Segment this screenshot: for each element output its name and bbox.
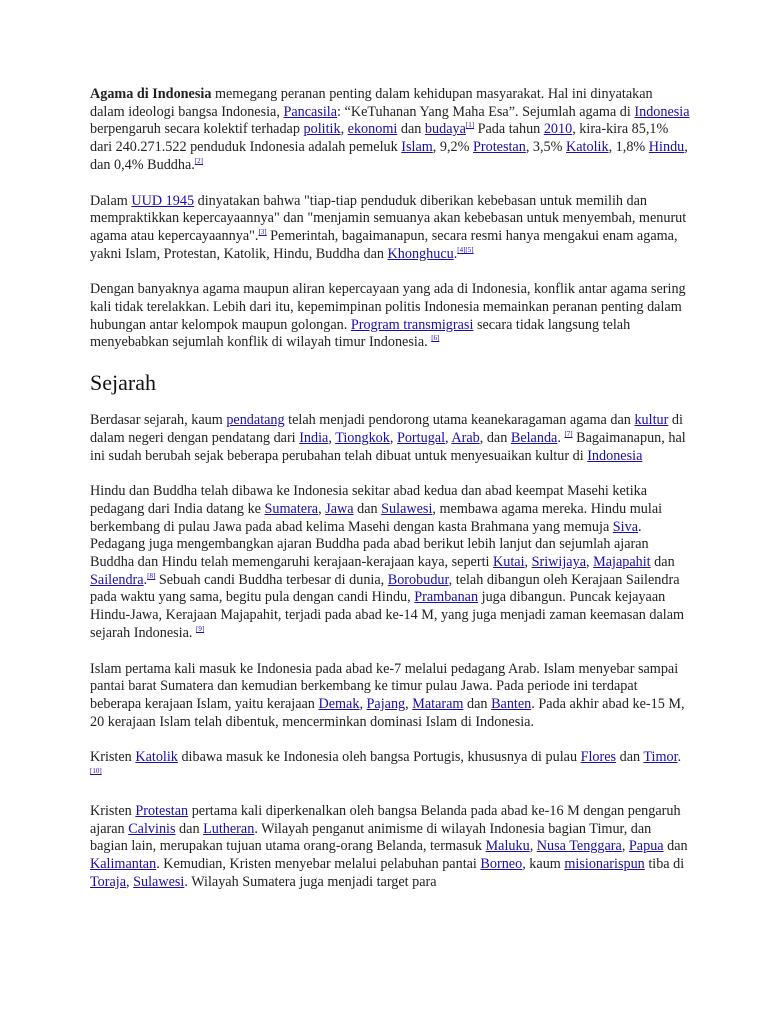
text-span: dibawa masuk ke Indonesia oleh bangsa Portugis, khususnya di pulau bbox=[177, 749, 581, 766]
text-span: . bbox=[453, 245, 458, 262]
text-span: dan bbox=[616, 749, 644, 766]
text-span: secara tidak langsung telah menyebabkan sejumlah konflik di wilayah timur Indonesia. bbox=[90, 316, 631, 351]
bold-term: Agama di Indonesia bbox=[90, 86, 212, 102]
text-span: Kristen bbox=[90, 802, 136, 819]
link-papua[interactable]: Papua bbox=[628, 838, 664, 855]
text-span: , bbox=[359, 695, 367, 712]
link-sriwijaya[interactable]: Sriwijaya bbox=[531, 554, 586, 571]
text-span: Berdasar sejarah, kaum bbox=[90, 412, 227, 429]
article-body bbox=[90, 86, 690, 909]
citation-3[interactable]: [3] bbox=[258, 227, 267, 236]
text-span: , bbox=[389, 429, 397, 446]
link-indonesia[interactable]: Indonesia bbox=[634, 103, 690, 120]
text-span: , bbox=[621, 838, 629, 855]
text-span: juga dibangun. Puncak kejayaan Hindu-Jawa, Kerajaan Majapahit, terjadi pada abad ke-14 M, yang juga menjadi zaman keemasan dalam sejarah Indonesia. bbox=[90, 589, 685, 641]
paragraph-protestan bbox=[90, 803, 690, 892]
text-span: Kristen bbox=[90, 749, 136, 766]
link-borobudur[interactable]: Borobudur bbox=[387, 571, 449, 588]
text-span: , 3,5% bbox=[525, 139, 567, 156]
text-span: Islam pertama kali masuk ke Indonesia pada abad ke-7 melalui pedagang Arab. Islam menyebar sampai pantai barat Sumatera dan kemudian berkembang ke timur pulau Jawa. Pada periode ini terdapat beberapa kerajaan Islam, yaitu kerajaan bbox=[90, 660, 679, 712]
text-span: , bbox=[328, 429, 336, 446]
link-indonesia-2[interactable]: Indonesia bbox=[587, 447, 643, 464]
text-span: . Pada akhir abad ke-15 M, 20 kerajaan Islam telah dibentuk, mencerminkan dominasi Islam di Indonesia. bbox=[90, 695, 685, 730]
link-khonghucu[interactable]: Khonghucu bbox=[387, 245, 454, 262]
text-span: , bbox=[529, 838, 537, 855]
citation-10[interactable]: [10] bbox=[90, 767, 102, 776]
text-span: , 1,8% bbox=[608, 139, 649, 156]
text-span: dan bbox=[650, 554, 675, 571]
text-span: , membawa agama mereka. Hindu mulai berkembang di pulau Jawa pada abad kelima Masehi dengan kasta Brahmana yang memuja bbox=[90, 500, 663, 535]
paragraph-katolik bbox=[90, 749, 690, 784]
paragraph-islam bbox=[90, 661, 690, 732]
link-flores[interactable]: Flores bbox=[580, 749, 617, 766]
text-span: : “KeTuhanan Yang Maha Esa”. Sejumlah agama di bbox=[337, 103, 635, 120]
link-portugal[interactable]: Portugal bbox=[396, 429, 446, 446]
link-hindu[interactable]: Hindu bbox=[648, 139, 685, 156]
paragraph-konflik bbox=[90, 281, 690, 352]
text-span: . Wilayah Sumatera juga menjadi target para bbox=[184, 873, 437, 890]
link-nusa-tenggara[interactable]: Nusa Tenggara bbox=[536, 838, 622, 855]
text-span: dan bbox=[663, 838, 688, 855]
link-belanda[interactable]: Belanda bbox=[510, 429, 558, 446]
text-span: Pada tahun bbox=[474, 121, 544, 138]
text-span: , bbox=[340, 121, 348, 138]
text-span: , bbox=[524, 554, 532, 571]
link-arab[interactable]: Arab bbox=[451, 429, 480, 446]
link-timor[interactable]: Timor bbox=[643, 749, 678, 766]
paragraph-intro bbox=[90, 86, 690, 175]
link-protestan[interactable]: Protestan bbox=[473, 139, 526, 156]
citation-9[interactable]: [9] bbox=[195, 624, 205, 633]
text-span: , kira-kira 85,1% dari 240.271.522 penduduk Indonesia adalah pemeluk bbox=[90, 121, 669, 156]
text-span: pertama kali diperkenalkan oleh bangsa Belanda pada abad ke-16 M dengan pengaruh ajaran bbox=[90, 802, 681, 837]
text-span: memegang peranan penting dalam kehidupan masyarakat. Hal ini dinyatakan dalam ideologi bangsa Indonesia, bbox=[90, 86, 653, 120]
link-kalimantan[interactable]: Kalimantan bbox=[90, 855, 157, 872]
link-katolik-2[interactable]: Katolik bbox=[135, 749, 178, 766]
link-borneo[interactable]: Borneo bbox=[480, 855, 523, 872]
link-lutheran[interactable]: Lutheran bbox=[203, 820, 255, 837]
text-span: tiba di bbox=[644, 855, 685, 872]
text-span: dan bbox=[397, 121, 425, 138]
text-span: dan bbox=[353, 500, 382, 517]
text-span: , kaum bbox=[522, 855, 565, 872]
citation-6[interactable]: [6] bbox=[431, 334, 440, 343]
text-span: dan bbox=[175, 820, 204, 837]
link-2010[interactable]: 2010 bbox=[543, 121, 573, 138]
text-span: , bbox=[586, 554, 594, 571]
text-span: Hindu dan Buddha telah dibawa ke Indonesia sekitar abad kedua dan abad keempat Masehi ketika pedagang dari India datang ke bbox=[90, 483, 648, 517]
citation-7[interactable]: [7] bbox=[564, 429, 573, 438]
text-span: , dan 0,4% Buddha. bbox=[90, 139, 688, 173]
text-span: Dalam bbox=[90, 192, 132, 209]
link-prambanan[interactable]: Prambanan bbox=[414, 589, 479, 606]
text-span: Bagaimanapun, hal ini sudah berubah sejak beberapa perubahan telah dibuat untuk menyesuaikan kultur di bbox=[90, 429, 686, 464]
text-span: , bbox=[126, 873, 134, 890]
text-span: , telah dibangun oleh Kerajaan Sailendra pada waktu yang sama, begitu pula dengan candi Hindu, bbox=[90, 571, 680, 606]
link-banten[interactable]: Banten bbox=[491, 695, 532, 712]
link-pancasila[interactable]: Pancasila bbox=[283, 103, 338, 120]
citation-1[interactable]: [1] bbox=[465, 121, 475, 130]
text-span: dinyatakan bahwa "tiap-tiap penduduk diberikan kebebasan untuk memilih dan mempraktikkan kepercayaannya" dan "menjamin semuanya akan kebebasan untuk menyembah, menurut agama atau kepercayaannya". bbox=[90, 192, 687, 244]
paragraph-pendatang bbox=[90, 412, 690, 465]
link-sulawesi-2[interactable]: Sulawesi bbox=[133, 873, 185, 890]
link-tiongkok[interactable]: Tiongkok bbox=[335, 429, 390, 446]
link-demak[interactable]: Demak bbox=[318, 695, 360, 712]
link-uud-1945[interactable]: UUD 1945 bbox=[131, 192, 195, 209]
link-katolik[interactable]: Katolik bbox=[566, 139, 609, 156]
text-span: di dalam negeri dengan pendatang dari bbox=[90, 412, 683, 446]
link-india[interactable]: India bbox=[299, 429, 329, 446]
paragraph-uud bbox=[90, 193, 690, 264]
link-siva[interactable]: Siva bbox=[612, 518, 639, 535]
text-span: . bbox=[557, 429, 565, 446]
link-toraja[interactable]: Toraja bbox=[90, 873, 127, 890]
section-heading-sejarah: Sejarah bbox=[90, 370, 156, 396]
link-sailendra[interactable]: Sailendra bbox=[90, 571, 144, 588]
link-pajang[interactable]: Pajang bbox=[366, 695, 406, 712]
link-islam[interactable]: Islam bbox=[401, 139, 433, 156]
text-span: Sebuah candi Buddha terbesar di dunia, bbox=[155, 571, 388, 588]
link-mataram[interactable]: Mataram bbox=[412, 695, 464, 712]
link-kutai[interactable]: Kutai bbox=[493, 554, 525, 571]
link-pendatang[interactable]: pendatang bbox=[226, 412, 285, 429]
link-program-transmigrasi[interactable]: Program transmigrasi bbox=[350, 316, 474, 333]
citation-8[interactable]: [8] bbox=[147, 571, 156, 580]
link-maluku[interactable]: Maluku bbox=[485, 838, 530, 855]
text-span: Pemerintah, bagaimanapun, secara resmi hanya mengakui enam agama, yakni Islam, Protestan, Katolik, Hindu, Buddha dan bbox=[90, 227, 678, 262]
link-misionarispun[interactable]: misionarispun bbox=[564, 855, 645, 872]
link-ekonomi[interactable]: ekonomi bbox=[347, 121, 398, 138]
text-span: , dan bbox=[479, 429, 511, 446]
text-span: , 9,2% bbox=[432, 139, 473, 156]
paragraph-hindu-buddha bbox=[90, 483, 690, 642]
text-span: Dengan banyaknya agama maupun aliran kepercayaan yang ada di Indonesia, konflik antar agama sering kali tidak terelakkan. Lebih dari itu, kepemimpinan politis Indonesia memainkan peranan penting dalam hubungan antar kelompok maupun golongan. bbox=[90, 281, 686, 333]
text-span: . bbox=[677, 749, 682, 766]
link-budaya[interactable]: budaya bbox=[424, 121, 466, 138]
link-majapahit[interactable]: Majapahit bbox=[593, 554, 651, 571]
link-sulawesi[interactable]: Sulawesi bbox=[381, 500, 433, 517]
link-kultur[interactable]: kultur bbox=[634, 412, 669, 429]
link-politik[interactable]: politik bbox=[303, 121, 341, 138]
text-span: , bbox=[405, 695, 413, 712]
text-span: berpengaruh secara kolektif terhadap bbox=[90, 121, 304, 138]
text-span: telah menjadi pendorong utama keanekaragaman agama dan bbox=[284, 412, 635, 429]
text-span: dan bbox=[463, 695, 492, 712]
text-span: , bbox=[318, 500, 326, 517]
text-span: , bbox=[445, 429, 452, 446]
text-span: . Kemudian, Kristen menyebar melalui pelabuhan pantai bbox=[156, 855, 481, 872]
link-protestan-2[interactable]: Protestan bbox=[135, 802, 189, 819]
citation-2[interactable]: [2] bbox=[194, 156, 203, 165]
text-span: . bbox=[143, 571, 148, 588]
text-span: . Pedagang juga mengembangkan ajaran Buddha pada abad berikut lebih lanjut dan sejumlah ajaran Buddha dan Hindu telah memengaruhi kerajaan-kerajaan kaya, seperti bbox=[90, 518, 649, 571]
link-jawa[interactable]: Jawa bbox=[325, 500, 354, 517]
link-sumatera[interactable]: Sumatera bbox=[264, 500, 319, 517]
text-span: . Wilayah penganut animisme di wilayah Indonesia bagian Timur, dan bagian lain, merupakan tujuan utama orang-orang Belanda, termasuk bbox=[90, 820, 652, 855]
citation-4-5[interactable]: [4][5] bbox=[457, 245, 474, 254]
link-calvinis[interactable]: Calvinis bbox=[128, 820, 176, 837]
